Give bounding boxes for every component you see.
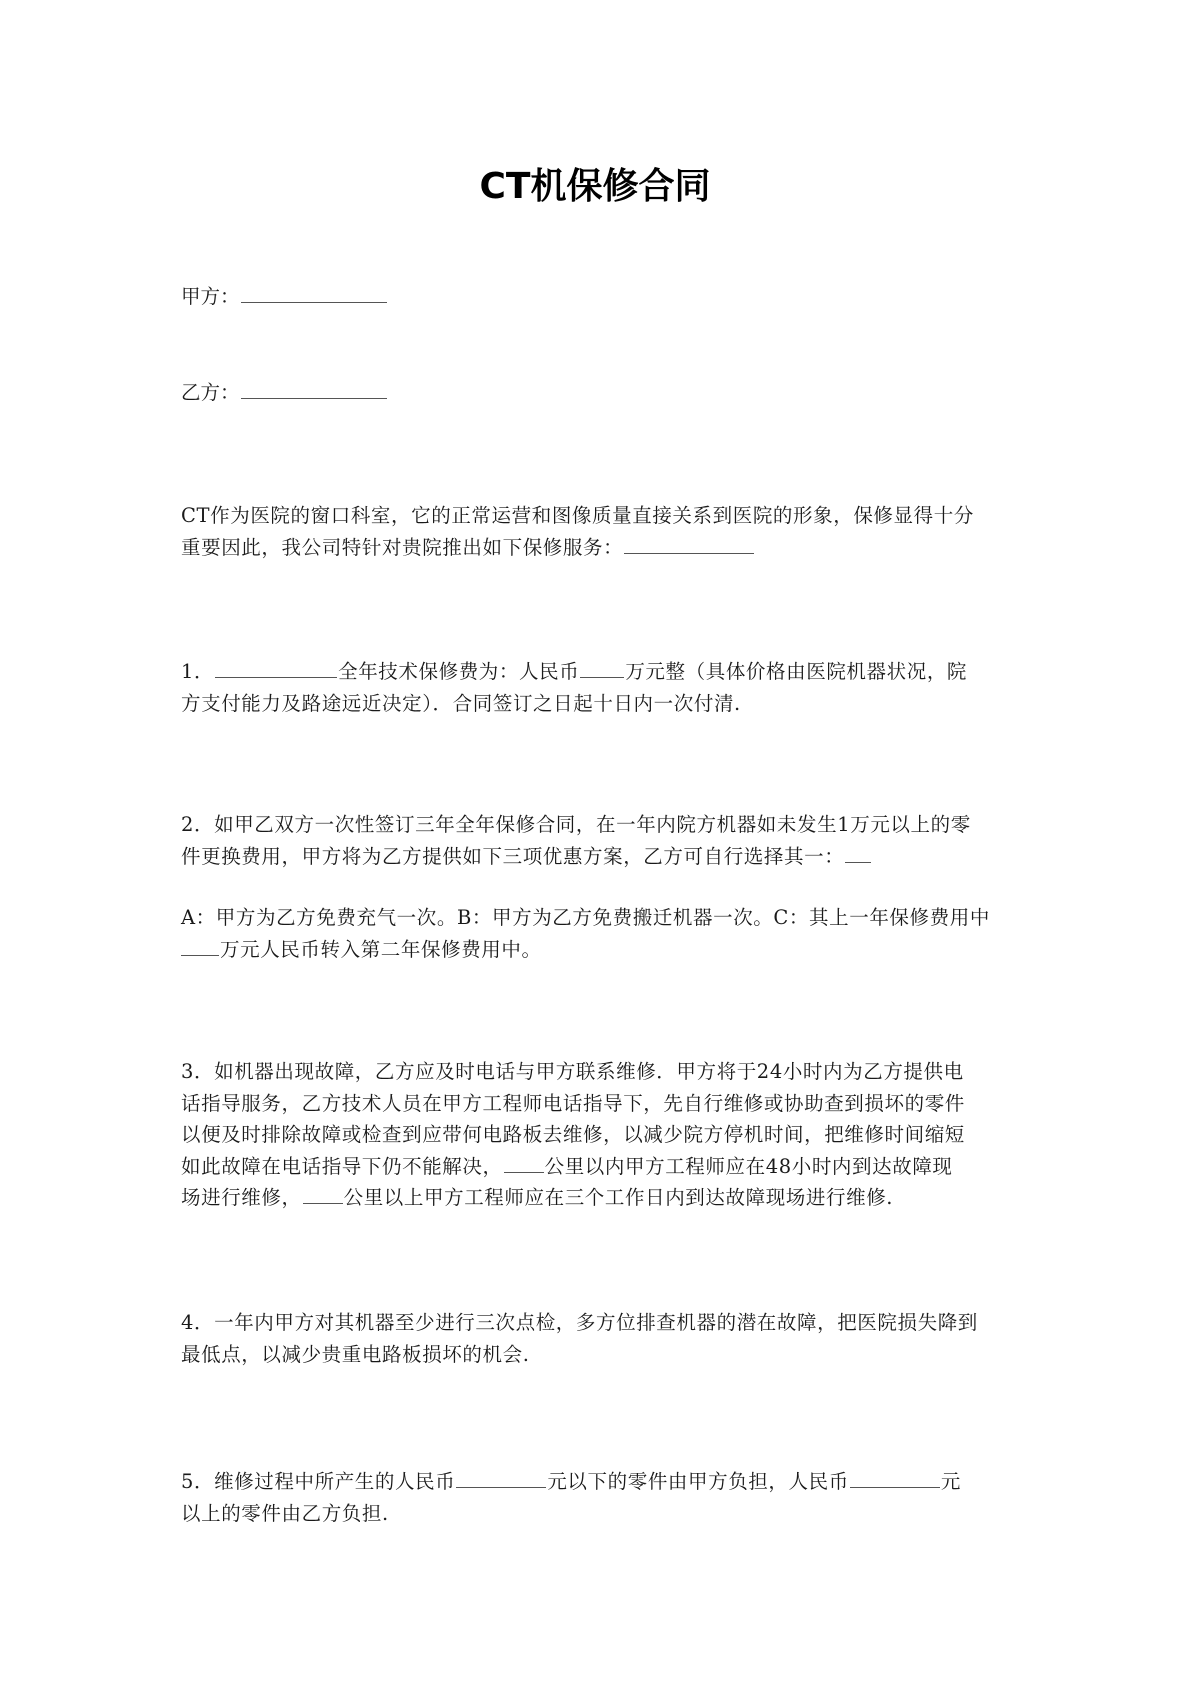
intro-line-2-text: 重要因此，我公司特针对贵院推出如下保修服务： bbox=[181, 535, 624, 559]
clause-2 bbox=[181, 809, 1011, 872]
clause-3-distance-blank-2[interactable] bbox=[303, 1185, 343, 1204]
clause-3-line-1: 3．如机器出现故障，乙方应及时电话与甲方联系维修．甲方将于24小时内为乙方提供电 bbox=[181, 1060, 964, 1083]
service-blank[interactable] bbox=[624, 535, 754, 554]
clause-3 bbox=[181, 1056, 1011, 1214]
clause-5-text-a: 5．维修过程中所产生的人民币 bbox=[181, 1470, 456, 1493]
clause-2-line-1: 2．如甲乙双方一次性签订三年全年保修合同，在一年内院方机器如未发生1万元以上的零 bbox=[181, 813, 971, 836]
clause-4 bbox=[181, 1307, 1011, 1370]
clause-3-line-2: 话指导服务，乙方技术人员在甲方工程师电话指导下，先自行维修或协助查到损坏的零件 bbox=[181, 1091, 965, 1115]
clause-1-text-a: 全年技术保修费为：人民币 bbox=[338, 660, 580, 683]
clause-5 bbox=[181, 1466, 1011, 1529]
party-b-label: 乙方： bbox=[181, 381, 240, 404]
options-amount-blank[interactable] bbox=[181, 937, 219, 956]
clause-5-amount-blank-1[interactable] bbox=[456, 1469, 546, 1488]
options-line-1: A：甲方为乙方免费充气一次。B：甲方为乙方免费搬迁机器一次。C：其上一年保修费用中 bbox=[181, 906, 990, 929]
clause-2-line-2-text: 件更换费用，甲方将为乙方提供如下三项优惠方案，乙方可自行选择其一： bbox=[181, 844, 845, 868]
clause-2-choice-blank[interactable] bbox=[845, 844, 871, 863]
party-a-blank[interactable] bbox=[241, 284, 387, 303]
clause-4-line-1: 4．一年内甲方对其机器至少进行三次点检，多方位排查机器的潜在故障，把医院损失降到 bbox=[181, 1311, 978, 1334]
clause-1-number: 1． bbox=[181, 660, 215, 683]
options-line-2 bbox=[181, 934, 1011, 966]
clause-3-line-5-text-b: 公里以上甲方工程师应在三个工作日内到达故障现场进行维修. bbox=[343, 1186, 894, 1209]
clause-4-line-2: 最低点，以减少贵重电路板损坏的机会. bbox=[181, 1342, 530, 1366]
clause-3-line-5 bbox=[181, 1182, 1011, 1214]
clause-1-blank-period[interactable] bbox=[215, 659, 337, 678]
intro-line-2 bbox=[181, 532, 1011, 564]
document-title: CT机保修合同 bbox=[479, 166, 711, 207]
party-b-line bbox=[181, 377, 388, 409]
clause-1-line-1 bbox=[181, 656, 1011, 688]
party-a-line bbox=[181, 281, 388, 313]
party-b-blank[interactable] bbox=[241, 380, 387, 399]
clause-3-line-4 bbox=[181, 1151, 1011, 1183]
options-paragraph bbox=[181, 902, 1011, 965]
clause-3-line-5-text-a: 场进行维修， bbox=[181, 1186, 302, 1209]
clause-1-text-b: 万元整（具体价格由医院机器状况，院 bbox=[625, 660, 968, 683]
clause-3-distance-blank-1[interactable] bbox=[504, 1154, 544, 1173]
clause-1-line-2: 方支付能力及路途远近决定）．合同签订之日起十日内一次付清. bbox=[181, 691, 741, 715]
intro-line-1: CT作为医院的窗口科室，它的正常运营和图像质量直接关系到医院的形象，保修显得十分 bbox=[181, 504, 974, 527]
options-line-2-text: 万元人民币转入第二年保修费用中。 bbox=[220, 937, 542, 961]
clause-3-line-4-text-a: 如此故障在电话指导下仍不能解决， bbox=[181, 1154, 503, 1178]
clause-3-line-3: 以便及时排除故障或检查到应带何电路板去维修，以减少院方停机时间，把维修时间缩短 bbox=[181, 1123, 965, 1146]
clause-5-line-2: 以上的零件由乙方负担. bbox=[181, 1501, 389, 1525]
intro-paragraph bbox=[181, 500, 1011, 563]
clause-5-amount-blank-2[interactable] bbox=[850, 1469, 940, 1488]
clause-5-line-1 bbox=[181, 1466, 1011, 1498]
clause-5-text-b: 元以下的零件由甲方负担，人民币 bbox=[547, 1470, 849, 1493]
clause-1-blank-amount[interactable] bbox=[580, 659, 624, 678]
clause-1 bbox=[181, 656, 1011, 719]
clause-3-line-4-text-b: 公里以内甲方工程师应在48小时内到达故障现 bbox=[544, 1154, 953, 1178]
party-a-label: 甲方： bbox=[181, 285, 240, 308]
clause-5-text-c: 元 bbox=[940, 1470, 961, 1493]
clause-2-line-2 bbox=[181, 841, 1011, 873]
